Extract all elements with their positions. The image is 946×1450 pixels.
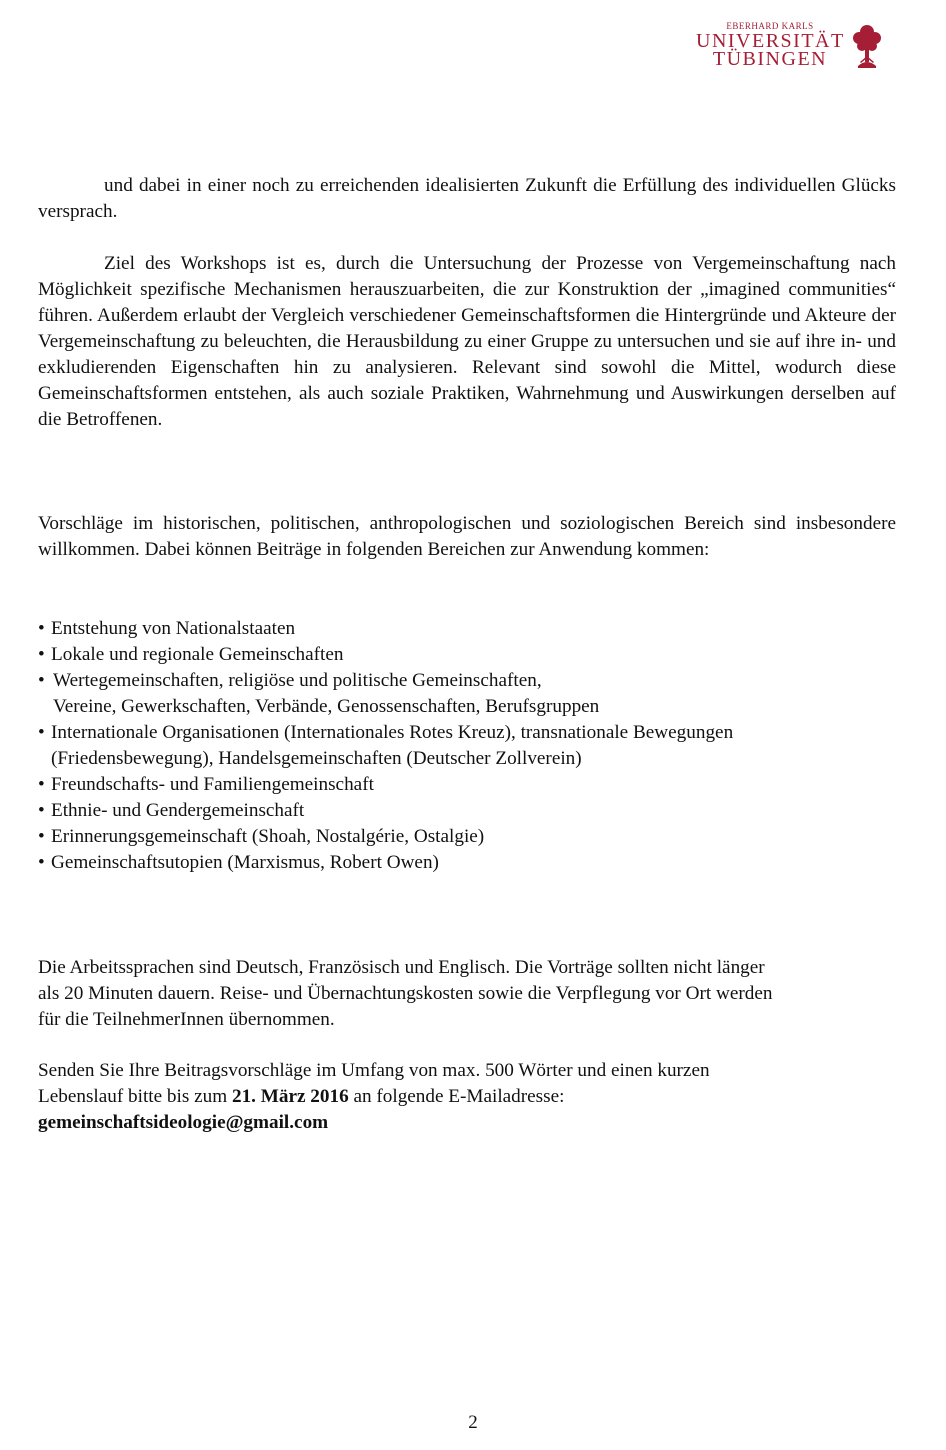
tree-logo-icon <box>850 22 884 70</box>
list-item <box>38 616 896 642</box>
list-item-text: Internationale Organisationen (Internationales Rotes Kreuz), transnationale Bewegungen <box>51 722 734 743</box>
bullet: • <box>38 852 45 873</box>
logo-line-universitaet: UNIVERSITÄT <box>696 30 845 52</box>
paragraph-workshop-goal <box>38 251 896 433</box>
paragraph-languages <box>38 955 896 1033</box>
list-item-text: Ethnie- und Gendergemeinschaft <box>51 800 305 821</box>
bullet: • <box>38 800 45 821</box>
bullet: • <box>38 644 45 665</box>
university-logo <box>696 20 896 80</box>
list-item <box>38 720 896 772</box>
list-item <box>38 824 896 850</box>
bullet: • <box>38 618 45 639</box>
paragraph-line: Die Arbeitssprachen sind Deutsch, Französisch und Englisch. Die Vorträge sollten nicht länger <box>38 957 765 978</box>
list-item-text: Erinnerungsgemeinschaft (Shoah, Nostalgérie, Ostalgie) <box>51 826 485 847</box>
paragraph-text: Vorschläge im historischen, politischen, anthropologischen und soziologischen Bereich sind insbesondere willkommen. Dabei können Beiträge in folgenden Bereichen zur Anwendung kommen: <box>38 513 896 560</box>
submission-text: Lebenslauf bitte bis zum <box>38 1086 232 1107</box>
bullet: • <box>38 670 45 691</box>
deadline-date: 21. März 2016 <box>231 1086 349 1107</box>
topic-list <box>38 616 896 876</box>
bullet: • <box>38 826 45 847</box>
logo-line-eberhard-karls: EBERHARD KARLS <box>726 21 814 31</box>
list-item-continuation: Vereine, Gewerkschaften, Verbände, Genossenschaften, Berufsgruppen <box>53 696 600 717</box>
paragraph-proposals <box>38 511 896 563</box>
page-number: 2 <box>468 1412 478 1433</box>
bullet: • <box>38 774 45 795</box>
paragraph-line: Senden Sie Ihre Beitragsvorschläge im Umfang von max. 500 Wörter und einen kurzen <box>38 1060 710 1081</box>
paragraph-text: Ziel des Workshops ist es, durch die Untersuchung der Prozesse von Vergemeinschaftung nach Möglichkeit spezifische Mechanismen herauszuarbeiten, die zur Konstruktion der „imagined communities“ führen. Außerdem erlaubt der Vergleich verschiedener Gemeinschaftsformen die Hintergründe und Akteure der Vergemeinschaftung zu beleuchten, die Herausbildung zu einer Gruppe zu untersuchen und sie auf ihre in- und exkludierenden Eigenschaften hin zu analysieren. Relevant sind sowohl die Mittel, wodurch diese Gemeinschaftsformen entstehen, als auch soziale Praktiken, Wahrnehmung und Auswirkungen derselben auf die Betroffenen. <box>38 253 896 430</box>
paragraph-submission <box>38 1058 896 1136</box>
list-item-text: Gemeinschaftsutopien (Marxismus, Robert Owen) <box>51 852 439 873</box>
logo-line-tuebingen: TÜBINGEN <box>712 48 828 70</box>
paragraph-line: für die TeilnehmerInnen übernommen. <box>38 1009 335 1030</box>
list-item-text: Entstehung von Nationalstaaten <box>51 618 296 639</box>
paragraph-text: und dabei in einer noch zu erreichenden idealisierten Zukunft die Erfüllung des individuellen Glücks versprach. <box>38 175 896 222</box>
logo-wordmark <box>696 20 844 68</box>
paragraph-line <box>38 1084 896 1110</box>
list-item-text: Lokale und regionale Gemeinschaften <box>51 644 344 665</box>
list-item <box>38 668 896 720</box>
list-item-continuation: (Friedensbewegung), Handelsgemeinschaften (Deutscher Zollverein) <box>51 748 582 769</box>
paragraph-intro-continuation <box>38 173 896 225</box>
list-item <box>38 850 896 876</box>
list-item <box>38 772 896 798</box>
list-item <box>38 798 896 824</box>
submission-text: an folgende E-Mailadresse: <box>348 1086 565 1107</box>
list-item <box>38 642 896 668</box>
paragraph-line: als 20 Minuten dauern. Reise- und Übernachtungskosten sowie die Verpflegung vor Ort werden <box>38 983 773 1004</box>
list-item-text: Wertegemeinschaften, religiöse und politische Gemeinschaften, <box>53 670 542 691</box>
email-address[interactable]: gemeinschaftsideologie@gmail.com <box>38 1112 329 1133</box>
list-item-text: Freundschafts- und Familiengemeinschaft <box>51 774 374 795</box>
bullet: • <box>38 722 45 743</box>
